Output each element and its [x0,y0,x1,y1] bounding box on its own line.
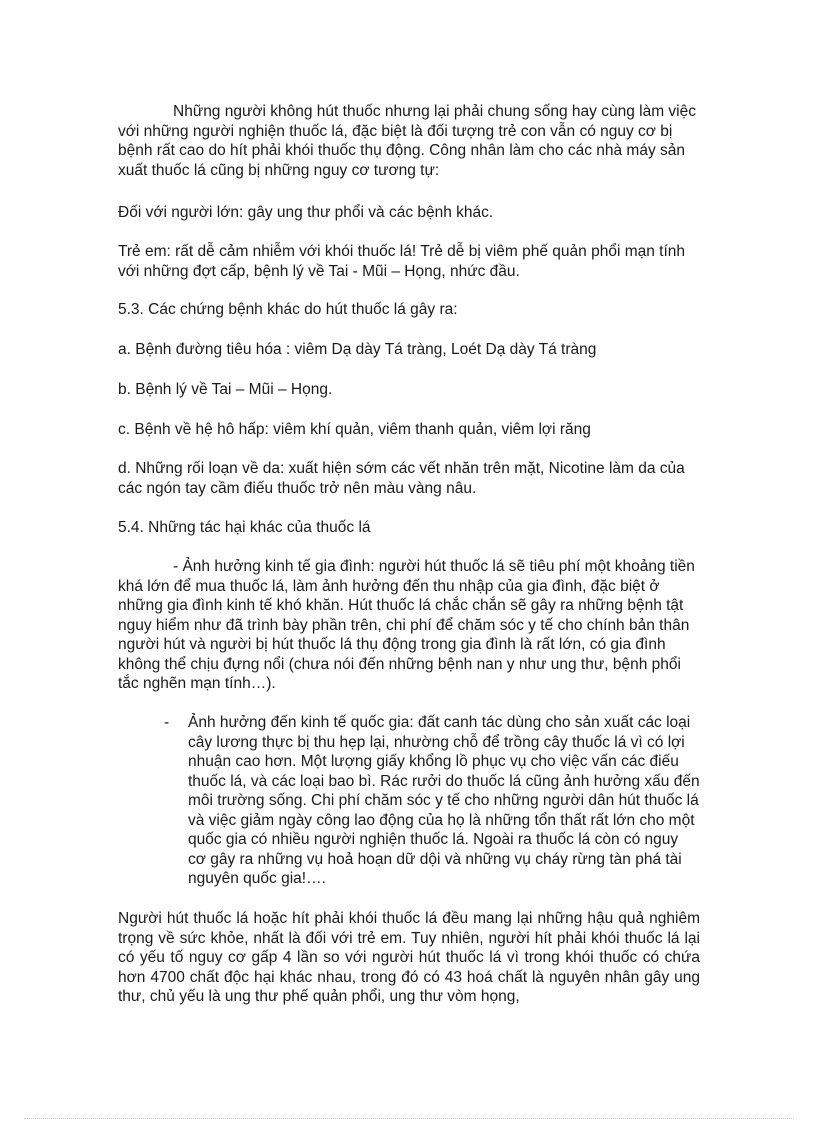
list-item-c: c. Bệnh về hệ hô hấp: viêm khí quản, viêm thanh quản, viêm lợi răng [118,421,591,438]
list-item-a: a. Bệnh đường tiêu hóa : viêm Dạ dày Tá tràng, Loét Dạ dày Tá tràng [118,341,597,358]
heading-5-4: 5.4. Những tác hại khác của thuốc lá [118,519,371,536]
list-item-d: d. Những rối loạn về da: xuất hiện sớm các vết nhăn trên mặt, Nicotine làm da của các ngón tay cầm điếu thuốc trở nên màu vàng nâu. [118,460,685,497]
bullet-dash: - [164,714,170,731]
bullet-national-economy-text: Ảnh hưởng đến kinh tế quốc gia: đất canh tác dùng cho sản xuất các loại cây lương thực bị thu hẹp lại, nhường chỗ để trồng cây thuốc lá vì có lợi nhuận cao hơn. Một lượng giấy khổng lồ phục vụ cho việc vấn các điếu thuốc lá, và các loại bao bì. Rác rưởi do thuốc lá cũng ảnh hưởng xấu đến môi trường sống. Chi phí chăm sóc y tế cho những người dân hút thuốc lá và việc giảm ngày công lao động của họ là những tổn thất rất lớn cho một quốc gia có nhiều người nghiện thuốc lá. Ngoài ra thuốc lá còn có nguy cơ gây ra những vụ hoả hoạn dữ dội và những vụ cháy rừng tàn phá tài nguyên quốc gia!…. [188,714,700,887]
list-item-b: b. Bệnh lý về Tai – Mũi – Họng. [118,381,333,398]
paragraph-adults: Đối với người lớn: gây ung thư phổi và các bệnh khác. [118,204,494,221]
heading-5-3: 5.3. Các chứng bệnh khác do hút thuốc lá gây ra: [118,301,458,318]
paragraph-passive-smoking: Những người không hút thuốc nhưng lại phải chung sống hay cùng làm việc với những người nghiện thuốc lá, đặc biệt là đối tượng trẻ con vẫn có nguy cơ bị bệnh rất cao do hít phải khói thuốc thụ động. Công nhân làm cho các nhà máy sản xuất thuốc lá cũng bị những nguy cơ tương tự: [118,103,696,179]
page-bottom-divider [24,1118,794,1119]
paragraph-children: Trẻ em: rất dễ cảm nhiễm với khói thuốc lá! Trẻ dễ bị viêm phế quản phổi mạn tính với những đợt cấp, bệnh lý về Tai - Mũi – Họng, nhức đầu. [118,243,686,280]
paragraph-family-economy: - Ảnh hưởng kinh tế gia đình: người hút thuốc lá sẽ tiêu phí một khoảng tiền khá lớn để mua thuốc lá, làm ảnh hưởng đến thu nhập của gia đình, đặc biệt ở những gia đình kinh tế khó khăn. Hút thuốc lá chắc chắn sẽ gây ra những bệnh tật nguy hiểm như đã trình bày phần trên, chi phí để chăm sóc y tế cho chính bản thân người hút và người bị hút thuốc lá thụ động trong gia đình là rất lớn, có gia đình không thể chịu đựng nổi (chưa nói đến những bệnh nan y như ung thư, bệnh phổi tắc nghẽn mạn tính…). [118,558,695,692]
paragraph-conclusion: Người hút thuốc lá hoặc hít phải khói thuốc lá đều mang lại những hậu quả nghiêm trọng về sức khỏe, nhất là đối với trẻ em. Tuy nhiên, người hít phải khói thuốc lá lại có yếu tố nguy cơ gấp 4 lần so với người hút thuốc lá vì trong khói thuốc có chứa hơn 4700 chất độc hại khác nhau, trong đó có 43 hoá chất là nguyên nhân gây ung thư, chủ yếu là ung thư phế quản phổi, ung thư vòm họng, [118,910,700,1005]
